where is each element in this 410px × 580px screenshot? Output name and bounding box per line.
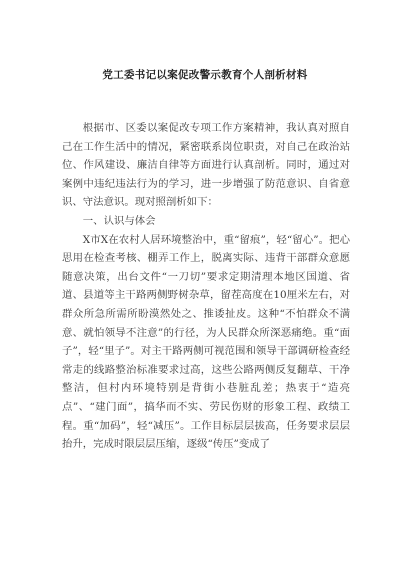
document-title: 党工委书记以案促改警示教育个人剖析材料 <box>102 69 308 81</box>
section-heading: 一、认识与体会 <box>82 214 156 227</box>
section-paragraph: X市X在农村人居环境整治中，重“留痕”，轻“留心”。把心思用在检查考核、棚弄工作上，脱离实际、违背干部群众意愿随意决策，出台文件“一刀切”要求定期清理本地区国道、省道、县道等主干路两侧野树杂草，留茬高度在10厘米左右，对群众所急所需所盼漠然处之、推诿扯皮。这种“不怕群众不满意、就怕领导不注意”的行径，为人民群众所深恶痛绝。重“面子”，轻“里子”。对主干路两侧可视范围和领导干部调研检查经常走的线路整治标准要求过高，这些公路两侧反复翻草、干净整洁，但村内环境特别是背街小巷脏乱差；热衷于“造亮点”、“建门面”，搞华而不实、劳民伤财的形象工程、政绩工程。重“加码”，轻“减压”。工作目标层层拔高，任务要求层层抬升，完成时限层层压缩，逐级“传压”变成了 <box>62 233 350 451</box>
intro-paragraph: 根据市、区委以案促改专项工作方案精神，我认真对照自己在工作生活中的情况，紧密联系岗位职责，对自己在政治站位、作风建设、廉洁自律等方面进行认真剖析。同时，通过对案例中违纪违法行为的学习，进一步增强了防范意识、自省意识、守法意识。现对照剖析如下： <box>62 122 350 209</box>
document-body <box>62 119 350 454</box>
